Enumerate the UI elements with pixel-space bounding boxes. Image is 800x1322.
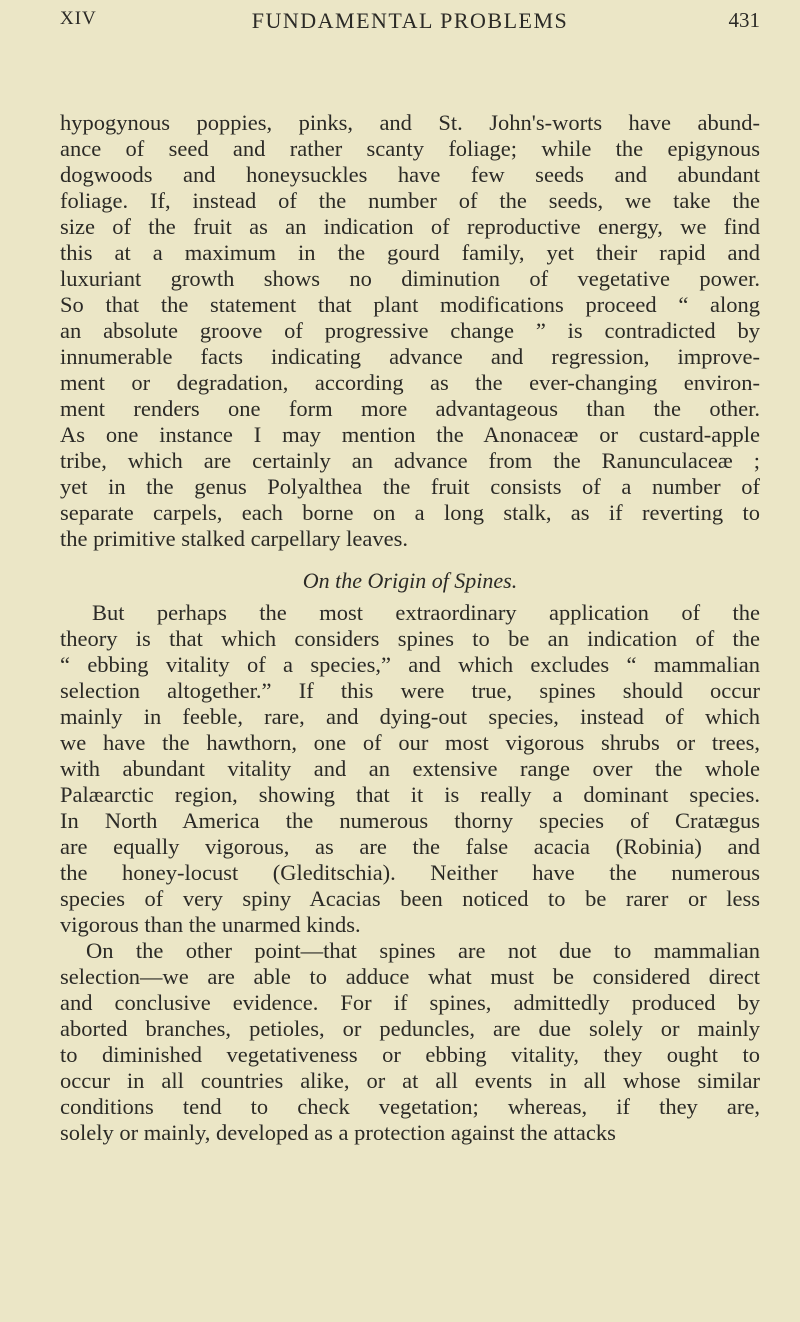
text-line: “ ebbing vitality of a species,” and which excludes “ mammalian	[60, 652, 760, 677]
paragraph	[60, 938, 760, 1146]
text-line: In North America the numerous thorny species of Cratægus	[60, 808, 760, 833]
text-line: are equally vigorous, as are the false acacia (Robinia) and	[60, 834, 760, 859]
text-line: ance of seed and rather scanty foliage; while the epigynous	[60, 136, 760, 161]
text-line: separate carpels, each borne on a long stalk, as if reverting to	[60, 500, 760, 525]
text-line: dogwoods and honeysuckles have few seeds and abundant	[60, 162, 760, 187]
section-heading: On the Origin of Spines.	[302, 568, 518, 593]
text-line: to diminished vegetativeness or ebbing vitality, they ought to	[60, 1042, 760, 1067]
text-line: selection altogether.” If this were true, spines should occur	[60, 678, 760, 703]
text-line: foliage. If, instead of the number of the seeds, we take the	[60, 188, 760, 213]
text-line: with abundant vitality and an extensive range over the whole	[60, 756, 760, 781]
text-line: size of the fruit as an indication of reproductive energy, we find	[60, 214, 760, 239]
text-line: and conclusive evidence. For if spines, admittedly produced by	[60, 990, 760, 1015]
text-line: species of very spiny Acacias been noticed to be rarer or less	[60, 886, 760, 911]
text-line: solely or mainly, developed as a protection against the attacks	[60, 1120, 616, 1145]
paragraph	[60, 110, 760, 552]
text-line: the primitive stalked carpellary leaves.	[60, 526, 408, 551]
text-line: we have the hawthorn, one of our most vigorous shrubs or trees,	[60, 730, 760, 755]
text-line: aborted branches, petioles, or peduncles, are due solely or mainly	[60, 1016, 760, 1041]
text-line: the honey-locust (Gleditschia). Neither have the numerous	[60, 860, 760, 885]
text-line: innumerable facts indicating advance and regression, improve-	[60, 344, 760, 369]
body-text	[60, 110, 760, 1146]
text-line: occur in all countries alike, or at all events in all whose similar	[60, 1068, 760, 1093]
text-line: ment renders one form more advantageous than the other.	[60, 396, 760, 421]
text-line: conditions tend to check vegetation; whereas, if they are,	[60, 1094, 760, 1119]
text-line: tribe, which are certainly an advance from the Ranunculaceæ ;	[60, 448, 760, 473]
text-line: On the other point—that spines are not due to mammalian	[86, 938, 760, 963]
text-line: So that the statement that plant modifications proceed “ along	[60, 292, 760, 317]
text-line: this at a maximum in the gourd family, yet their rapid and	[60, 240, 760, 265]
text-line: As one instance I may mention the Anonaceæ or custard-apple	[60, 422, 760, 447]
text-line: an absolute groove of progressive change ” is contradicted by	[60, 318, 760, 343]
text-line: ment or degradation, according as the ever-changing environ-	[60, 370, 760, 395]
text-line: vigorous than the unarmed kinds.	[60, 912, 361, 937]
page-number: 431	[728, 8, 760, 32]
running-head	[60, 8, 760, 48]
text-line: yet in the genus Polyalthea the fruit consists of a number of	[60, 474, 760, 499]
text-line: hypogynous poppies, pinks, and St. John's-worts have abund-	[60, 110, 760, 135]
text-line: Palæarctic region, showing that it is really a dominant species.	[60, 782, 760, 807]
chapter-number: XIV	[60, 8, 97, 29]
text-line: luxuriant growth shows no diminution of vegetative power.	[60, 266, 760, 291]
paragraph	[60, 600, 760, 938]
text-line: theory is that which considers spines to be an indication of the	[60, 626, 760, 651]
text-line: mainly in feeble, rare, and dying-out species, instead of which	[60, 704, 760, 729]
text-line: But perhaps the most extraordinary application of the	[92, 600, 760, 625]
running-title: FUNDAMENTAL PROBLEMS	[251, 8, 569, 33]
text-line: selection—we are able to adduce what must be considered direct	[60, 964, 760, 989]
